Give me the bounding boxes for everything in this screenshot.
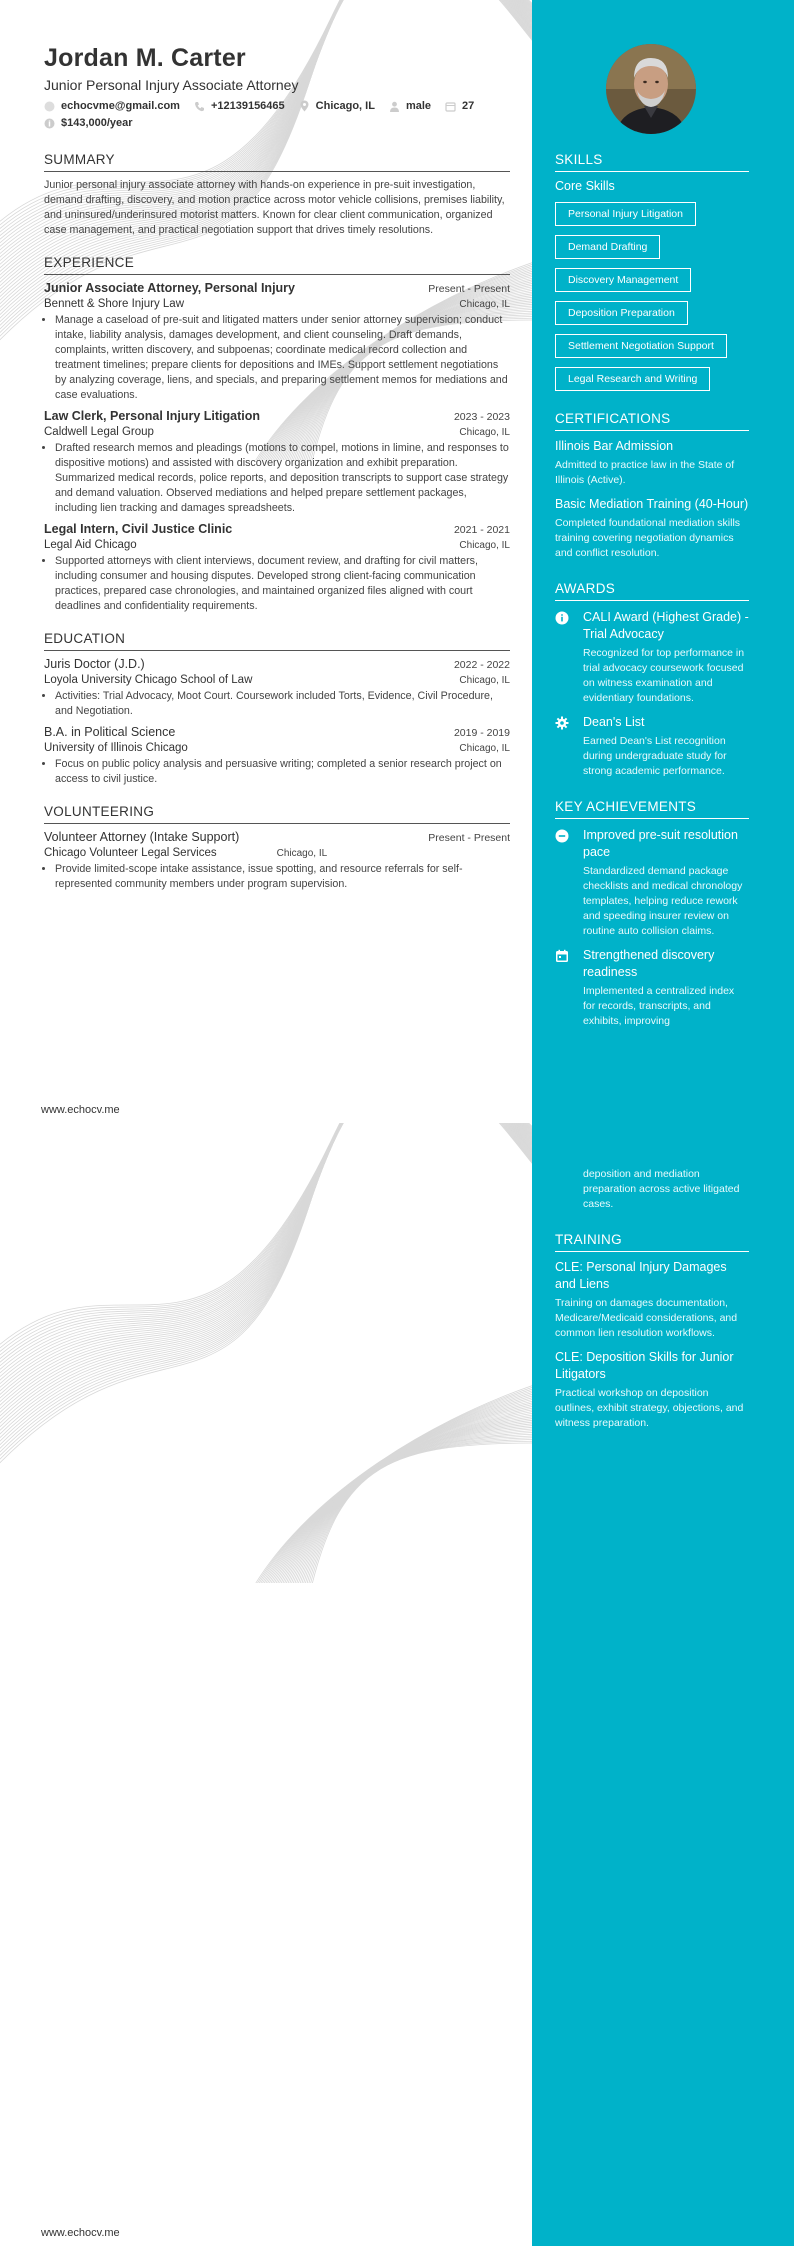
- degree-title: Juris Doctor (J.D.): [44, 657, 145, 671]
- certification-item: [555, 496, 749, 561]
- contact-age: [445, 100, 474, 112]
- training-heading: TRAINING: [555, 1232, 749, 1252]
- awards-heading: AWARDS: [555, 581, 749, 601]
- experience-heading: EXPERIENCE: [44, 255, 510, 275]
- job-dates: 2023 - 2023: [453, 411, 510, 423]
- job-description: • Manage a caseload of pre-suit and litigated matters under senior attorney supervision; conduct intake, liability analysis, damages development, and client counseling. Draft demands, complaints, written discovery, and subpoenas; coordinate medical record collection and treatment timelines; prepare clients for depositions and IMEs. Support settlement negotiations by analyzing coverage, liens, and specials, and preparing settlement memos for mediations and case evaluations.: [55, 313, 510, 403]
- resume-page-2: [0, 1123, 794, 2246]
- summary-text: Junior personal injury associate attorney with hands-on experience in pre-suit investigation, demand drafting, discovery, and motion practice across motor vehicle collisions, premises liability, and uninsured/underinsured motorist matters. Known for clear client communication, organized case management, and practical negotiation support that drives timely resolutions.: [44, 179, 505, 236]
- contact-phone[interactable]: [194, 100, 285, 112]
- info-icon: [555, 611, 569, 625]
- age-text: 27: [462, 100, 475, 112]
- certification-name: Illinois Bar Admission: [555, 439, 674, 453]
- school-name: University of Illinois Chicago: [44, 742, 188, 754]
- degree-description: • Activities: Trial Advocacy, Moot Court. Coursework included Torts, Evidence, Civil Procedure, and Negotiation.: [55, 689, 510, 719]
- achievement-description-part1: Implemented a centralized index for records, transcripts, and exhibits, improving: [583, 985, 735, 1027]
- contact-gender: [389, 100, 431, 112]
- salary-icon: [44, 118, 55, 129]
- person-icon: [389, 101, 400, 112]
- education-entry: [44, 725, 510, 787]
- achievement-continued: [555, 1167, 749, 1212]
- summary-heading: SUMMARY: [44, 152, 510, 172]
- certifications-heading: CERTIFICATIONS: [555, 411, 749, 431]
- award-item: [555, 609, 749, 706]
- volunteer-org: Chicago Volunteer Legal Services: [44, 847, 217, 859]
- training-name: CLE: Personal Injury Damages and Liens: [555, 1260, 727, 1291]
- candidate-role: Junior Personal Injury Associate Attorney: [44, 77, 299, 93]
- profile-photo-image: [606, 44, 696, 134]
- volunteering-heading: VOLUNTEERING: [44, 804, 510, 824]
- calendar-icon: [555, 949, 569, 963]
- job-title: Law Clerk, Personal Injury Litigation: [44, 409, 261, 423]
- achievement-item: [555, 947, 749, 1029]
- degree-title: B.A. in Political Science: [44, 725, 176, 739]
- training-item: [555, 1259, 749, 1341]
- at-icon: [44, 101, 55, 112]
- training-name: CLE: Deposition Skills for Junior Litigators: [555, 1350, 734, 1381]
- award-item: [555, 714, 749, 779]
- gear-icon: [555, 716, 569, 730]
- volunteer-dates: Present - Present: [428, 832, 510, 844]
- job-title: Legal Intern, Civil Justice Clinic: [44, 522, 233, 536]
- award-description: Recognized for top performance in trial advocacy coursework focused on witness examination and evidentiary foundations.: [583, 647, 745, 704]
- gender-text: male: [405, 100, 432, 112]
- skills-list: [555, 193, 749, 391]
- salary-text: $143,000/year: [61, 117, 133, 129]
- experience-entry: [44, 522, 510, 614]
- skill-chip: Discovery Management: [555, 268, 691, 292]
- certification-description: Admitted to practice law in the State of Illinois (Active).: [555, 459, 735, 486]
- footer-website-link[interactable]: www.echocv.me: [41, 1104, 120, 1116]
- skill-chip: Legal Research and Writing: [555, 367, 710, 391]
- contact-row-1: [44, 100, 488, 112]
- achievement-name: Strengthened discovery readiness: [583, 948, 715, 979]
- profile-photo: [606, 44, 696, 134]
- skills-heading: SKILLS: [555, 152, 749, 172]
- email-text: echocvme@gmail.com: [61, 100, 180, 112]
- job-location: Chicago, IL: [459, 540, 510, 551]
- experience-entry: [44, 281, 510, 403]
- education-heading: EDUCATION: [44, 631, 510, 651]
- achievements-heading: KEY ACHIEVEMENTS: [555, 799, 749, 819]
- minus-circle-icon: [555, 829, 569, 843]
- footer-website-link[interactable]: www.echocv.me: [41, 2227, 120, 2239]
- volunteer-description: • Provide limited-scope intake assistance, issue spotting, and resource referrals for self-represented community members under program supervision.: [55, 862, 510, 892]
- contact-email[interactable]: [44, 100, 180, 112]
- achievement-description-part2: deposition and mediation preparation across active litigated cases.: [583, 1168, 740, 1210]
- award-name: Dean's List: [583, 715, 645, 729]
- skill-chip: Personal Injury Litigation: [555, 202, 696, 226]
- svg-text:i: i: [48, 119, 51, 128]
- contact-salary: [44, 117, 133, 129]
- achievement-description: Standardized demand package checklists and medical chronology templates, helping reduce rework and speeding insurer review on routine auto collision claims.: [583, 865, 743, 937]
- skill-chip: Deposition Preparation: [555, 301, 688, 325]
- location-pin-icon: [299, 100, 310, 112]
- award-name: CALI Award (Highest Grade) - Trial Advocacy: [583, 610, 749, 641]
- job-location: Chicago, IL: [459, 427, 510, 438]
- contact-location: [299, 100, 375, 112]
- phone-icon: [194, 101, 205, 112]
- volunteering-entry: [44, 830, 510, 892]
- main-column: [44, 152, 510, 892]
- volunteer-title: Volunteer Attorney (Intake Support): [44, 830, 240, 844]
- award-description: Earned Dean's List recognition during undergraduate study for strong academic performance.: [583, 735, 727, 777]
- certification-description: Completed foundational mediation skills training covering negotiation dynamics and conflict resolution.: [555, 517, 741, 559]
- job-location: Chicago, IL: [459, 299, 510, 310]
- education-entry: [44, 657, 510, 719]
- degree-description: • Focus on public policy analysis and persuasive writing; completed a senior research project on access to civil justice.: [55, 757, 510, 787]
- phone-text: +12139156465: [210, 100, 285, 112]
- job-dates: Present - Present: [428, 283, 510, 295]
- job-description: • Supported attorneys with client interviews, document review, and drafting for civil matters, including consumer and housing disputes. Developed strong client-facing communication practices, prepared case chronologies, and maintained organized files aligned with court deadlines and confidentiality requirements.: [55, 554, 510, 614]
- skill-chip: Settlement Negotiation Support: [555, 334, 727, 358]
- calendar-icon: [445, 101, 456, 112]
- experience-entry: [44, 409, 510, 516]
- candidate-name: Jordan M. Carter: [44, 44, 246, 72]
- achievement-item: [555, 827, 749, 939]
- training-item: [555, 1349, 749, 1431]
- employer-name: Bennett & Shore Injury Law: [44, 298, 184, 310]
- job-description: • Drafted research memos and pleadings (motions to compel, motions in limine, and responses to dispositive motions) and assisted with discovery organization and exhibit preparation. Summarized medical records, police reports, and deposition transcripts to support case strategy and demand valuation. Observed mediations and helped prepare settlement packages, including lien tracking and damages spreadsheets.: [55, 441, 510, 516]
- certification-name: Basic Mediation Training (40-Hour): [555, 497, 749, 511]
- job-title: Junior Associate Attorney, Personal Injury: [44, 281, 295, 295]
- employer-name: Caldwell Legal Group: [44, 426, 154, 438]
- school-location: Chicago, IL: [459, 743, 510, 754]
- skills-subheading: Core Skills: [555, 179, 615, 193]
- certification-item: [555, 438, 749, 488]
- degree-dates: 2022 - 2022: [453, 659, 510, 671]
- location-text: Chicago, IL: [315, 100, 375, 112]
- school-location: Chicago, IL: [459, 675, 510, 686]
- volunteer-location: Chicago, IL: [276, 848, 328, 859]
- training-description: Practical workshop on deposition outlines, exhibit strategy, objections, and witness preparation.: [555, 1387, 744, 1429]
- skill-chip: Demand Drafting: [555, 235, 660, 259]
- job-dates: 2021 - 2021: [453, 524, 510, 536]
- decorative-wave-lines: [0, 1123, 532, 1583]
- contact-row-2: [44, 117, 147, 129]
- degree-dates: 2019 - 2019: [453, 727, 510, 739]
- sidebar-column: [555, 1167, 749, 1431]
- achievement-name: Improved pre-suit resolution pace: [583, 828, 738, 859]
- training-description: Training on damages documentation, Medicare/Medicaid considerations, and common lien resolution workflows.: [555, 1297, 738, 1339]
- sidebar-column: [555, 152, 749, 1029]
- employer-name: Legal Aid Chicago: [44, 539, 137, 551]
- school-name: Loyola University Chicago School of Law: [44, 674, 253, 686]
